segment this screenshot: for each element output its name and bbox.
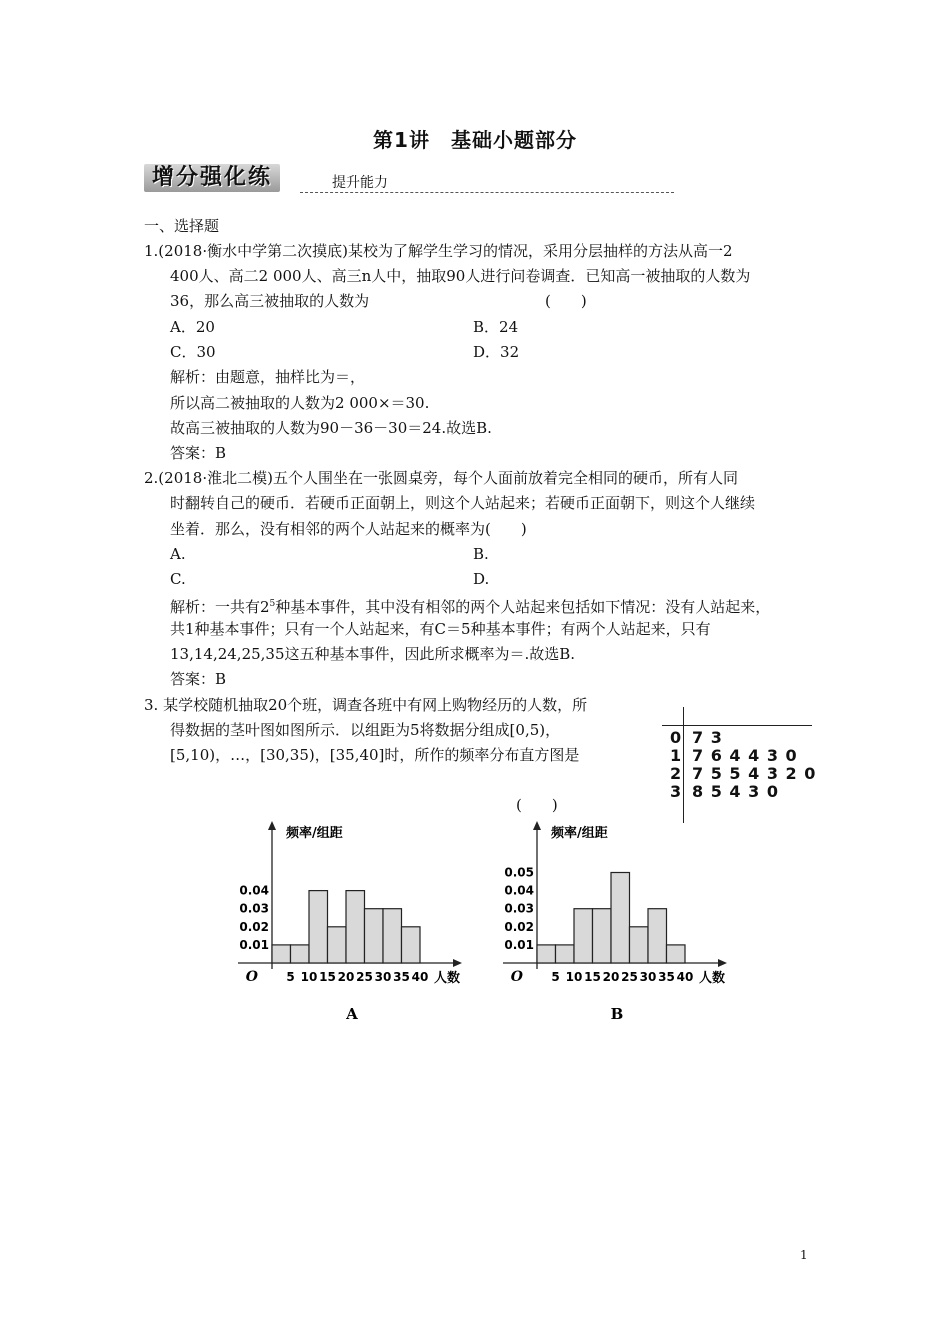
- y-tick-b-0.03: 0.03: [504, 901, 534, 916]
- x-axis-arrow-a: [453, 959, 462, 967]
- x-tick-a-20: 20: [337, 970, 355, 984]
- bar-b-0-5: [537, 945, 556, 963]
- bar-b-5-10: [556, 945, 575, 963]
- q2-stem-line2: 时翻转自己的硬币．若硬币正面朝上，则这个人站起来；若硬币正面朝下，则这个人继续: [170, 494, 756, 512]
- histogram-a: [230, 815, 480, 1030]
- y-tick-b-0.01: 0.01: [504, 937, 534, 952]
- x-axis-label-b: 人数: [699, 971, 726, 986]
- q3-answer-blank: ( ): [516, 796, 558, 814]
- q1-solution-line3: 故高三被抽取的人数为90－36－30＝24.故选B.: [170, 419, 492, 437]
- q2-solution-line1-a: 解析：一共有2: [170, 598, 270, 616]
- bar-b-30-35: [648, 909, 667, 963]
- stem-2: 2: [670, 764, 682, 783]
- q2-option-c: C.: [170, 570, 186, 588]
- y-axis-label-a: 频率/组距: [286, 826, 343, 841]
- stem-leaf-plot: [662, 707, 817, 823]
- bar-a-15-20: [328, 927, 347, 963]
- y-tick-b-0.02: 0.02: [504, 919, 534, 934]
- y-tick-a-0.04: 0.04: [239, 883, 269, 898]
- x-tick-b-30: 30: [639, 970, 657, 984]
- y-axis-arrow-b: [533, 821, 541, 830]
- bar-b-20-25: [611, 873, 630, 964]
- y-axis-label-b: 频率/组距: [551, 826, 608, 841]
- bar-b-35-40: [667, 945, 686, 963]
- q1-option-b: B．24: [473, 318, 519, 336]
- x-tick-b-20: 20: [602, 970, 620, 984]
- x-tick-b-35: 35: [658, 970, 675, 984]
- x-tick-a-25: 25: [356, 970, 373, 984]
- q3-stem-line1: 3. 某学校随机抽取20个班，调查各班中有网上购物经历的人数，所: [144, 696, 588, 714]
- stem-leaf-top-rule: [662, 725, 812, 726]
- x-tick-a-10: 10: [300, 970, 318, 984]
- x-tick-a-5: 5: [286, 970, 295, 984]
- stem-3: 3: [670, 782, 682, 801]
- q1-solution-line2: 所以高二被抽取的人数为2 000×＝30.: [170, 394, 430, 412]
- section-heading: 一、选择题: [144, 217, 220, 235]
- q1-stem-line2: 400人、高二2 000人、高三n人中，抽取90人进行问卷调查．已知高一被抽取的人数为: [170, 267, 751, 285]
- bar-a-35-40: [402, 927, 421, 963]
- x-tick-b-25: 25: [621, 970, 638, 984]
- x-tick-b-40: 40: [676, 970, 694, 984]
- page-number: 1: [800, 1248, 808, 1262]
- bar-b-10-15: [574, 909, 593, 963]
- q1-option-c: C．30: [170, 343, 216, 361]
- bar-a-10-15: [309, 891, 328, 963]
- stem-1: 1: [670, 746, 682, 765]
- y-tick-b-0.05: 0.05: [504, 865, 534, 880]
- q3-stem-line3: [5,10)，…，[30,35)，[35,40]时，所作的频率分布直方图是: [170, 746, 580, 764]
- banner-sublabel: 提升能力: [332, 175, 388, 191]
- x-tick-a-15: 15: [319, 970, 336, 984]
- page-title: 第1讲 基础小题部分: [373, 128, 577, 152]
- q1-solution-line1: 解析：由题意，抽样比为＝，: [170, 368, 366, 386]
- q3-stem-line2: 得数据的茎叶图如图所示．以组距为5将数据分组成[0,5)，: [170, 721, 561, 739]
- q2-solution-line2: 共1种基本事件；只有一个人站起来，有C＝5种基本事件；有两个人站起来，只有: [170, 620, 711, 638]
- q1-answer-blank: ( ): [545, 292, 587, 310]
- stem-leaf-divider: [683, 707, 684, 823]
- x-tick-b-5: 5: [551, 970, 560, 984]
- origin-label-b: O: [510, 969, 523, 985]
- y-tick-a-0.01: 0.01: [239, 937, 269, 952]
- q2-solution-line1-b: 种基本事件，其中没有相邻的两个人站起来包括如下情况：没有人站起来，: [275, 598, 771, 616]
- x-axis-label-a: 人数: [434, 971, 461, 986]
- bar-a-0-5: [272, 945, 291, 963]
- q2-option-a: A.: [170, 545, 186, 563]
- banner-label: 增分强化练: [144, 164, 280, 192]
- q1-stem-line3: 36，那么高三被抽取的人数为: [170, 292, 370, 310]
- q1-option-d: D．32: [473, 343, 520, 361]
- bar-b-25-30: [630, 927, 649, 963]
- histogram-b: [495, 815, 745, 1030]
- x-tick-a-30: 30: [374, 970, 392, 984]
- q2-solution-exponent: 5: [269, 599, 276, 609]
- q2-answer: 答案：B: [170, 670, 227, 688]
- q2-solution-line3: 13,14,24,25,35这五种基本事件，因此所求概率为＝.故选B.: [170, 645, 576, 663]
- q2-solution-line1: [170, 594, 770, 617]
- q1-stem-line1: 1.(2018·衡水中学第二次摸底)某校为了解学生学习的情况，采用分层抽样的方法从高一2: [144, 242, 733, 260]
- bar-a-30-35: [383, 909, 402, 963]
- q2-option-b: B.: [473, 545, 489, 563]
- leaves-2: 7 5 5 4 3 2 0: [692, 764, 817, 783]
- leaves-3: 8 5 4 3 0: [692, 782, 779, 801]
- bar-a-20-25: [346, 891, 365, 963]
- origin-label-a: O: [245, 969, 258, 985]
- q1-answer: 答案：B: [170, 444, 227, 462]
- chart-caption-b: B: [610, 1005, 624, 1023]
- y-tick-b-0.04: 0.04: [504, 883, 534, 898]
- x-axis-arrow-b: [718, 959, 727, 967]
- leaves-1: 7 6 4 4 3 0: [692, 746, 798, 765]
- q2-stem-line3: 坐着．那么，没有相邻的两个人站起来的概率为( ): [170, 520, 527, 538]
- x-tick-a-40: 40: [411, 970, 429, 984]
- q2-option-d: D.: [473, 570, 490, 588]
- q1-option-a: A．20: [170, 318, 215, 336]
- q2-stem-line1: 2.(2018·淮北二模)五个人围坐在一张圆桌旁，每个人面前放着完全相同的硬币，所有人同: [144, 469, 738, 487]
- leaves-0: 7 3: [692, 728, 723, 747]
- y-tick-a-0.02: 0.02: [239, 919, 269, 934]
- bar-a-25-30: [365, 909, 384, 963]
- x-tick-b-10: 10: [565, 970, 583, 984]
- stem-0: 0: [670, 728, 682, 747]
- x-tick-b-15: 15: [584, 970, 601, 984]
- chart-caption-a: A: [346, 1005, 358, 1023]
- bar-b-15-20: [593, 909, 612, 963]
- y-axis-arrow-a: [268, 821, 276, 830]
- y-tick-a-0.03: 0.03: [239, 901, 269, 916]
- banner-divider: [300, 192, 674, 193]
- bar-a-5-10: [291, 945, 310, 963]
- x-tick-a-35: 35: [393, 970, 410, 984]
